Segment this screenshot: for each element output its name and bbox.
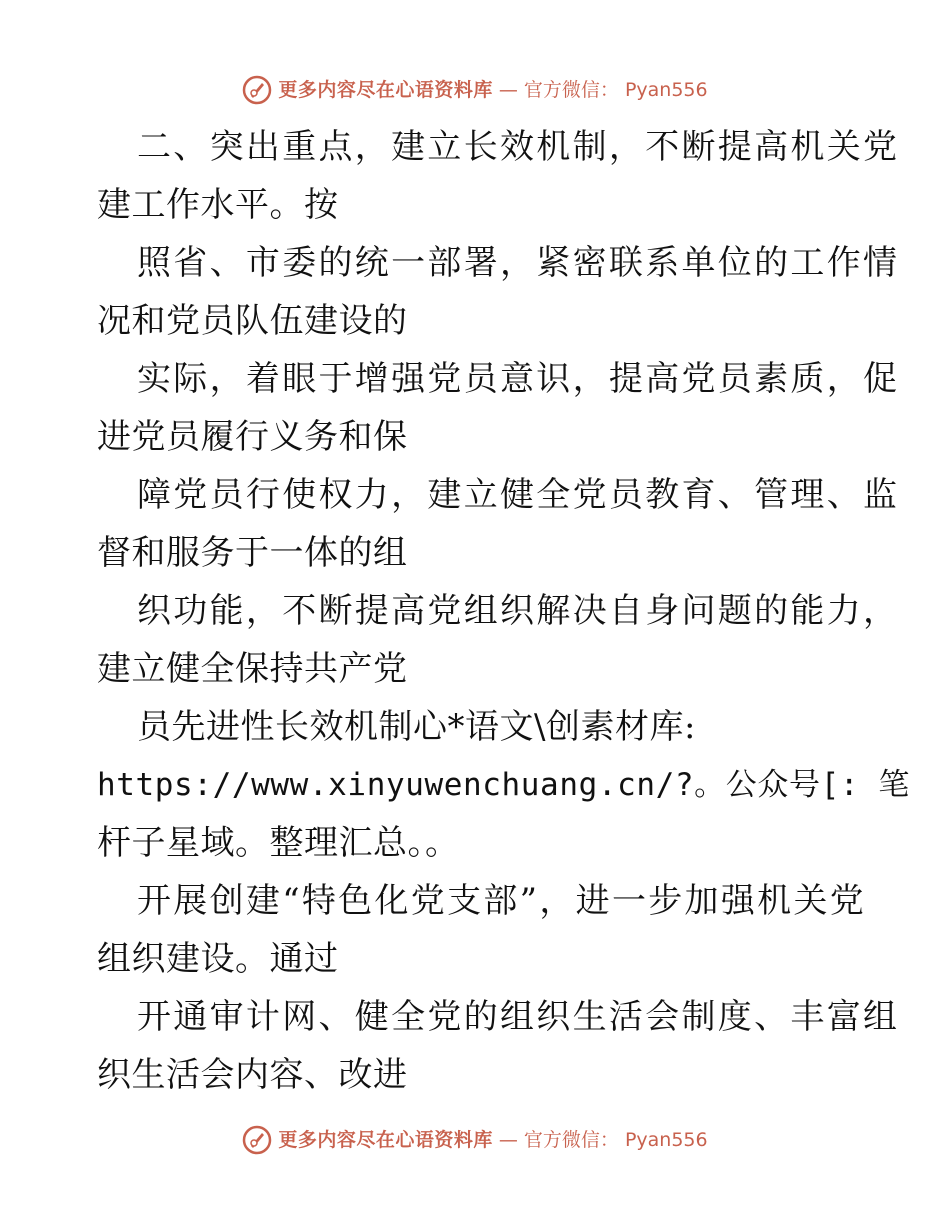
text-line: 进党员履行义务和保 — [97, 417, 408, 457]
text-line: 组织建设。通过 — [97, 939, 339, 979]
text-line: 实际，着眼于增强党员意识，提高党员素质，促 — [137, 359, 900, 399]
document-body — [97, 118, 910, 1104]
banner-dash: — — [498, 79, 518, 101]
quill-seal-icon — [242, 75, 272, 105]
text-line: 障党员行使权力，建立健全党员教育、管理、监 — [137, 475, 900, 515]
banner-title: 更多内容尽在心语资料库 — [278, 1129, 493, 1151]
text-line: 建立健全保持共产党 — [97, 649, 408, 689]
text-line: 织功能，不断提高党组织解决自身问题的能力， — [137, 591, 900, 631]
header-watermark-banner — [0, 70, 950, 110]
text-line: 二、突出重点，建立长效机制，不断提高机关党 — [137, 127, 900, 167]
text-line: 况和党员队伍建设的 — [97, 301, 408, 341]
text-line: 杆子星域。整理汇总。。 — [97, 823, 460, 863]
text-line: 开展创建“特色化党支部”，进一步加强机关党 — [137, 881, 867, 921]
banner-wechat-label: 官方微信： — [523, 79, 619, 101]
text-line: 照省、市委的统一部署，紧密联系单位的工作情 — [137, 243, 900, 283]
banner-wechat-id: Pyan556 — [624, 1129, 708, 1151]
footer-watermark-banner — [0, 1120, 950, 1160]
text-line: 员先进性长效机制心*语文\创素材库: — [137, 707, 696, 747]
text-line-url: https://www.xinyuwenchuang.cn/?。公众号[: 笔 — [97, 767, 910, 803]
banner-title: 更多内容尽在心语资料库 — [278, 79, 493, 101]
text-line: 开通审计网、健全党的组织生活会制度、丰富组 — [137, 997, 900, 1037]
banner-wechat-label: 官方微信： — [523, 1129, 619, 1151]
banner-dash: — — [498, 1129, 518, 1151]
quill-seal-icon — [242, 1125, 272, 1155]
text-line: 督和服务于一体的组 — [97, 533, 408, 573]
banner-wechat-id: Pyan556 — [624, 79, 708, 101]
text-line: 建工作水平。按 — [97, 185, 339, 225]
text-line: 织生活会内容、改进 — [97, 1055, 408, 1095]
